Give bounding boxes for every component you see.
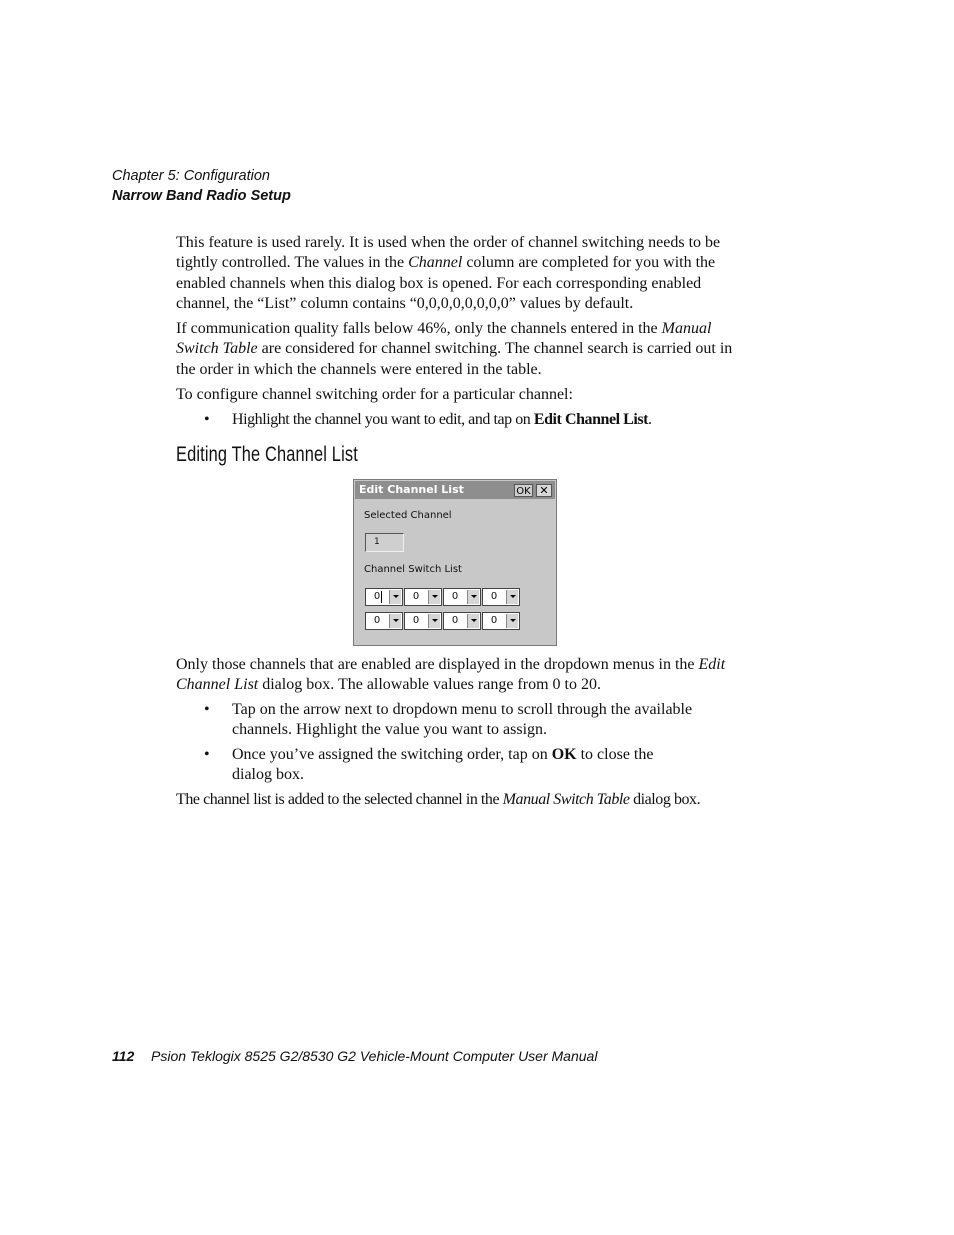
bullet2-text: Tap on the arrow next to dropdown menu to scroll through the available channels. Highlight the value you want to assign. (232, 701, 693, 739)
dropdown-value: 0 (373, 615, 381, 626)
para4-emphasis: Edit Channel List (176, 656, 726, 694)
para2-emphasis: Manual Switch Table (176, 320, 712, 358)
bullet3-text (232, 745, 692, 786)
page-number: 112 (112, 1048, 135, 1064)
para5-emphasis: Manual Switch Table (502, 791, 630, 808)
para5-text-a: The channel list is added to the selected channel in the (176, 791, 503, 808)
text-cursor (381, 591, 382, 603)
running-header-section: Narrow Band Radio Setup (112, 188, 291, 204)
ok-button[interactable]: OK (514, 484, 533, 497)
paragraph-list-added (176, 790, 756, 810)
para2-text-b: are considered for channel switching. The channel search is carried out in the order in which the channels were entered in the table. (176, 340, 733, 378)
channel-dropdown-7[interactable] (443, 612, 481, 630)
para4-text-b: dialog box. The allowable values range from 0 to 20. (258, 676, 601, 694)
para4-text-a: Only those channels that are enabled are displayed in the dropdown menus in the (176, 656, 699, 673)
bullet-dot: • (204, 411, 210, 428)
selected-channel-field: 1 (365, 533, 404, 552)
chevron-down-icon[interactable] (389, 614, 401, 628)
bullet1-text-a: Highlight the channel you want to edit, and tap on (232, 411, 534, 428)
para1-text-a: This feature is used rarely. It is used when the order of channel switching needs to be tightly controlled. The values in the (176, 234, 721, 272)
close-icon[interactable]: ✕ (536, 484, 552, 497)
edit-channel-list-dialog (353, 479, 557, 646)
selected-channel-label: Selected Channel (364, 510, 452, 521)
chevron-down-icon[interactable] (467, 590, 479, 604)
dropdown-value: 0 (412, 591, 420, 602)
dropdown-value: 0 (451, 615, 459, 626)
channel-dropdown-2[interactable] (404, 588, 442, 606)
section-heading: Editing The Channel List (176, 443, 358, 466)
running-header-chapter: Chapter 5: Configuration (112, 168, 270, 184)
para1-emphasis: Channel (408, 254, 463, 272)
channel-dropdown-5[interactable] (365, 612, 403, 630)
manual-title: Psion Teklogix 8525 G2/8530 G2 Vehicle-Mount Computer User Manual (151, 1048, 598, 1064)
bullet1-text (232, 410, 732, 430)
bullet1-strong: Edit Channel List (533, 411, 649, 428)
chevron-down-icon[interactable] (506, 614, 518, 628)
dropdown-value: 0 (412, 615, 420, 626)
chevron-down-icon[interactable] (506, 590, 518, 604)
dialog-title-bar (355, 481, 555, 499)
dropdown-value: 0 (490, 591, 498, 602)
paragraph-intro (176, 233, 736, 315)
dropdown-value: 0 (490, 615, 498, 626)
bullet3-text-a: Once you’ve assigned the switching order, tap on (232, 746, 552, 763)
bullet1-text-b: . (648, 411, 652, 428)
dropdown-value: 0 (451, 591, 459, 602)
chevron-down-icon[interactable] (428, 590, 440, 604)
channel-dropdown-8[interactable] (482, 612, 520, 630)
paragraph-quality (176, 319, 736, 380)
bullet-dot: • (204, 701, 210, 718)
para1-text-b: column are completed for you with the enabled channels when this dialog box is opened. For each corresponding enabled channel, the “List” column contains “0,0,0,0,0,0,0,0” values by default. (176, 254, 716, 313)
channel-dropdown-6[interactable] (404, 612, 442, 630)
para5-text-b: dialog box. (629, 791, 701, 808)
chevron-down-icon[interactable] (389, 590, 401, 604)
para2-text-a: If communication quality falls below 46%, only the channels entered in the (176, 320, 662, 337)
channel-dropdown-1[interactable] (365, 588, 403, 606)
page-footer (112, 1048, 598, 1064)
channel-dropdown-4[interactable] (482, 588, 520, 606)
chevron-down-icon[interactable] (467, 614, 479, 628)
dialog-title: Edit Channel List (359, 483, 464, 496)
chevron-down-icon[interactable] (428, 614, 440, 628)
paragraph-configure: To configure channel switching order for a particular channel: (176, 386, 573, 403)
channel-dropdown-3[interactable] (443, 588, 481, 606)
bullet3-text-b: to close the dialog box. (232, 746, 654, 784)
channel-switch-list-label: Channel Switch List (364, 564, 462, 575)
dropdown-value: 0 (373, 591, 381, 602)
bullet-dot: • (204, 746, 210, 763)
paragraph-enabled-channels (176, 655, 736, 696)
bullet3-strong: OK (551, 746, 577, 763)
